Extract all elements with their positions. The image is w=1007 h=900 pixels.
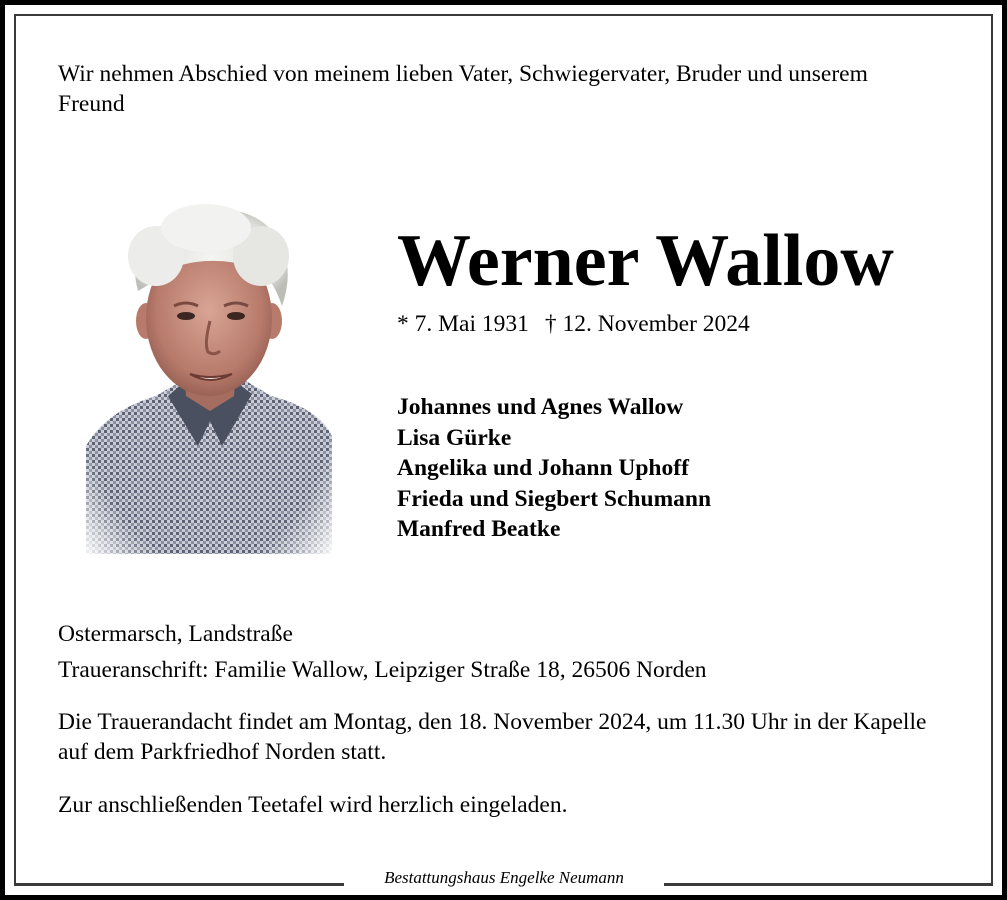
mourner-item: Angelika und Johann Uphoff bbox=[397, 455, 689, 482]
death-date: † 12. November 2024 bbox=[544, 311, 750, 337]
intro-text: Wir nehmen Abschied von meinem lieben Vater, Schwiegervater, Bruder und unserem Freund bbox=[58, 61, 868, 117]
portrait-photo bbox=[86, 196, 332, 554]
bottom-rule-right bbox=[664, 883, 993, 886]
service-announcement: Die Trauerandacht findet am Montag, den 18. November 2024, um 11.30 Uhr in der Kapelle auf dem Parkfriedhof Norden statt. bbox=[58, 709, 927, 765]
mourners-list bbox=[397, 392, 711, 545]
undertaker-credit: Bestattungshaus Engelke Neumann bbox=[384, 868, 624, 887]
tea-invitation: Zur anschließenden Teetafel wird herzlich eingeladen. bbox=[58, 792, 568, 818]
deceased-name: Werner Wallow bbox=[397, 220, 894, 302]
birth-date: * 7. Mai 1931 bbox=[397, 311, 529, 337]
mourner-item: Frieda und Siegbert Schumann bbox=[397, 485, 712, 512]
mourning-address: Traueranschrift: Familie Wallow, Leipziger Straße 18, 26506 Norden bbox=[58, 657, 707, 683]
life-dates bbox=[397, 309, 750, 339]
mourner-item: Lisa Gürke bbox=[397, 424, 512, 451]
place-text: Ostermarsch, Landstraße bbox=[58, 621, 293, 647]
mourner-item: Johannes und Agnes Wallow bbox=[397, 394, 684, 420]
mourner-item: Manfred Beatke bbox=[397, 516, 561, 543]
bottom-rule-left bbox=[14, 883, 344, 886]
